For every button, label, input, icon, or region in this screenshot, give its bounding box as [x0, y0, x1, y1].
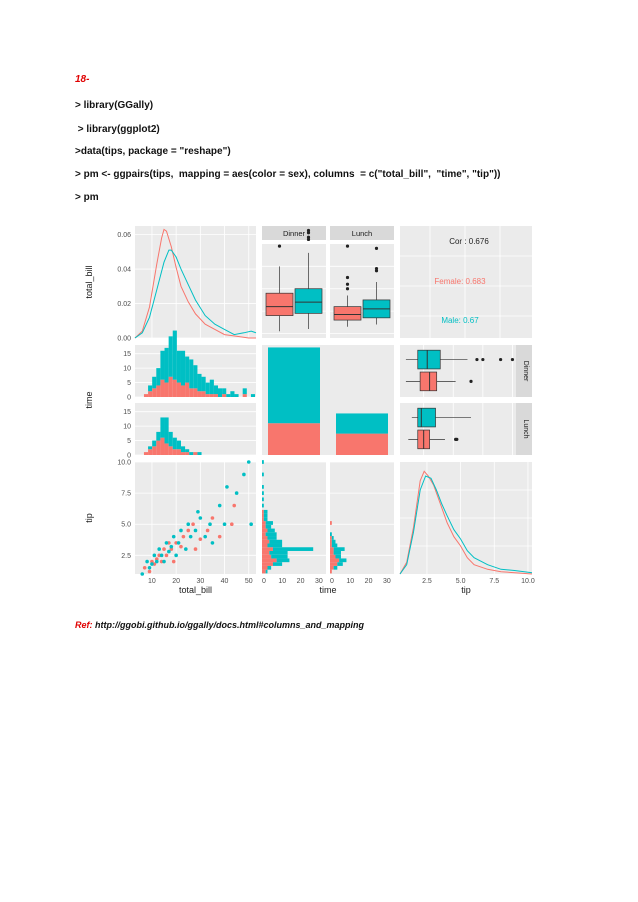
- scatter-point-male: [165, 541, 169, 545]
- hist-bar-male: [160, 417, 164, 437]
- scatter-point-male: [189, 535, 193, 539]
- scatter-point-female: [211, 516, 215, 520]
- hist-bar-male: [243, 388, 247, 394]
- x-label-tip: tip: [461, 585, 471, 595]
- hist-bar-male: [214, 385, 218, 394]
- tip-x-tick: 10.0: [521, 578, 535, 585]
- scatter-point-female: [194, 547, 198, 551]
- tip-hist-bar-female: [262, 547, 273, 551]
- tip-hist-bar-male: [334, 551, 341, 555]
- hist-bar-female: [210, 394, 214, 397]
- tip-hist-bar-female: [262, 540, 269, 544]
- scatter-point-female: [162, 547, 166, 551]
- tip-hist-bar-male: [269, 540, 282, 544]
- scatter-point-male: [170, 545, 174, 549]
- tip-hist-bar-male: [262, 473, 264, 477]
- density-total-bill-panel: [135, 226, 256, 338]
- tip-hist-bar-female: [262, 529, 267, 533]
- tip-hist-bar-female: [330, 558, 339, 562]
- tip-outlier: [469, 380, 472, 383]
- cor-female: Female: 0.683: [434, 277, 486, 286]
- hist-bar-male: [218, 388, 222, 397]
- outlier-point: [375, 267, 378, 270]
- time-hist-y-tick: 0: [127, 452, 131, 460]
- tip-hist-bar-female: [330, 540, 332, 544]
- hist-bar-male: [148, 385, 152, 391]
- hist-bar-female: [189, 388, 193, 397]
- hist-bar-male: [160, 351, 164, 380]
- hist-bar-male: [226, 394, 230, 397]
- tip-hist-bar-male: [335, 555, 340, 559]
- strip-lunch-label: Lunch: [351, 229, 373, 238]
- scatter-point-female: [165, 554, 169, 558]
- hist-bar-male: [177, 351, 181, 383]
- hist-bar-male: [173, 331, 177, 380]
- scatter-point-male: [203, 535, 207, 539]
- tip-hist-bar-female: [262, 536, 267, 540]
- hist-bar-male: [230, 391, 234, 397]
- total-bill-x-tick: 30: [196, 578, 205, 585]
- tip-hist-bar-male: [271, 555, 287, 559]
- cor-overall: Cor : 0.676: [449, 237, 489, 246]
- hist-bar-female: [148, 449, 152, 455]
- hist-bar-female: [169, 446, 173, 455]
- tip-y-tick: 10.0: [117, 459, 131, 467]
- time-hist-y-tick: 10: [123, 423, 131, 431]
- tip-hist-bar-male: [266, 525, 271, 529]
- scatter-point-female: [186, 529, 190, 533]
- scatter-point-male: [148, 566, 152, 570]
- scatter-point-male: [140, 572, 144, 576]
- hist-bar-male: [197, 452, 201, 455]
- tip-hist-bar-female: [330, 544, 332, 548]
- scatter-point-male: [249, 522, 253, 526]
- tip-hist-bar-female: [330, 555, 335, 559]
- hist-bar-female: [152, 446, 156, 455]
- tip-x-tick: 7.5: [489, 578, 500, 585]
- tip-hist-bar-male: [332, 540, 336, 544]
- tip-hist-bar-male: [273, 547, 313, 551]
- scatter-point-male: [174, 554, 178, 558]
- outlier-point: [346, 287, 349, 290]
- density-y-tick: 0.02: [117, 301, 131, 309]
- code-line-3: >data(tips, package = "reshape"): [75, 146, 231, 157]
- hist-bar-male: [169, 432, 173, 446]
- time-count-x-tick: 0: [262, 578, 266, 585]
- outlier-point: [346, 245, 349, 248]
- hist-bar-male: [181, 446, 185, 452]
- hist-bar-female: [144, 394, 148, 397]
- hist-bar-male: [189, 359, 193, 388]
- box-female: [334, 307, 361, 320]
- tip-hist-bar-male: [330, 532, 332, 536]
- tip-hist-bar-male: [332, 544, 337, 548]
- row-label-time: time: [84, 391, 94, 409]
- time-count-x-tick: 20: [296, 578, 305, 585]
- hist-bar-female: [222, 394, 226, 397]
- tip-hist-bar-female: [330, 521, 332, 525]
- scatter-point-male: [223, 522, 227, 526]
- hist-bar-male: [152, 441, 156, 447]
- tip-hist-bar-male: [277, 558, 290, 562]
- tip-hist-bar-male: [339, 558, 346, 562]
- tip-hist-bar-male: [264, 510, 268, 514]
- tip-box-strip-label-dinner: Dinner: [522, 360, 529, 382]
- scatter-point-male: [177, 541, 181, 545]
- hist-bar-male: [193, 365, 197, 388]
- scatter-point-male: [247, 460, 251, 464]
- tip-hist-bar-male: [334, 547, 345, 551]
- hist-bar-male: [181, 351, 185, 386]
- tip-hist-bar-female: [262, 555, 271, 559]
- tip-box-strip-label-lunch: Lunch: [522, 419, 529, 439]
- box-male: [295, 289, 322, 314]
- scatter-point-female: [172, 560, 176, 564]
- hist-bar-female: [185, 383, 189, 397]
- hist-bar-male: [169, 336, 173, 376]
- tip-hist-bar-female: [262, 510, 264, 514]
- tip-hist-bar-female: [330, 566, 334, 570]
- scatter-point-female: [179, 545, 183, 549]
- tip-outlier: [499, 358, 502, 361]
- hist-bar-female: [148, 391, 152, 397]
- hist-bar-female: [181, 385, 185, 397]
- hist-bar-male: [177, 441, 181, 450]
- scatter-point-female: [199, 537, 203, 541]
- tip-y-tick: 2.5: [121, 552, 131, 560]
- hist-bar-female: [197, 391, 201, 397]
- total-bill-x-tick: 20: [172, 578, 181, 585]
- tip-outlier: [511, 358, 514, 361]
- scatter-point-male: [225, 485, 229, 489]
- tip-outlier: [475, 358, 478, 361]
- hist-bar-male: [148, 446, 152, 449]
- tip-hist-bar-female: [262, 544, 267, 548]
- hist-bar-male: [234, 394, 238, 397]
- row-label-tip: tip: [84, 513, 94, 523]
- tip-hist-bar-male: [262, 491, 264, 495]
- scatter-point-male: [242, 473, 246, 477]
- time-count-x-tick: 0: [330, 578, 334, 585]
- section-number: 18-: [75, 74, 90, 85]
- scatter-point-male: [184, 547, 188, 551]
- hist-bar-female: [206, 394, 210, 397]
- tip-hist-bar-female: [262, 514, 264, 518]
- tip-hist-bar-male: [337, 562, 342, 566]
- reference-url[interactable]: http://ggobi.github.io/ggally/docs.html#columns_and_mapping: [92, 620, 364, 630]
- tip-y-tick: 5.0: [121, 521, 131, 529]
- tip-hist-bar-female: [330, 547, 334, 551]
- tip-hist-bar-male: [262, 497, 264, 501]
- tip-box-panel-dinner: [400, 345, 516, 397]
- hist-bar-female: [160, 380, 164, 397]
- tip-box: [418, 408, 436, 427]
- tip-outlier: [455, 438, 458, 441]
- hist-bar-male: [222, 388, 226, 394]
- scatter-point-male: [167, 550, 171, 554]
- scatter-point-female: [182, 535, 186, 539]
- scatter-point-male: [196, 510, 200, 514]
- scatter-point-male: [153, 554, 157, 558]
- scatter-point-male: [208, 522, 212, 526]
- scatter-point-female: [232, 504, 236, 508]
- tip-hist-bar-male: [269, 551, 287, 555]
- hist-bar-male: [152, 377, 156, 389]
- hist-bar-male: [251, 394, 255, 397]
- hist-bar-female: [193, 388, 197, 397]
- scatter-point-male: [199, 516, 203, 520]
- hist-bar-male: [156, 368, 160, 385]
- tip-hist-bar-female: [262, 570, 266, 574]
- hist-bar-male: [156, 432, 160, 441]
- hist-bar-male: [202, 377, 206, 391]
- tip-hist-bar-female: [262, 532, 266, 536]
- time-count-x-tick: 10: [346, 578, 355, 585]
- hist-bar-male: [173, 438, 177, 450]
- tip-outlier: [481, 358, 484, 361]
- hist-bar-female: [185, 452, 189, 455]
- tip-hist-bar-female: [262, 562, 273, 566]
- tip-box: [418, 350, 440, 369]
- box-female: [266, 293, 293, 315]
- scatter-point-female: [206, 529, 210, 533]
- tip-hist-bar-male: [266, 532, 277, 536]
- time-hist-y-tick: 5: [127, 380, 131, 388]
- time-hist-y-tick: 5: [127, 438, 131, 446]
- reference: [75, 620, 364, 630]
- total-bill-x-tick: 10: [148, 578, 156, 585]
- hist-bar-female: [173, 449, 177, 455]
- tip-hist-bar-female: [262, 517, 264, 521]
- hist-bar-female: [177, 449, 181, 455]
- tip-x-tick: 5.0: [455, 578, 466, 585]
- scatter-point-female: [148, 570, 152, 574]
- time-hist-y-tick: 15: [123, 351, 131, 359]
- tip-hist-bar-male: [262, 504, 264, 508]
- tip-hist-bar-male: [267, 566, 271, 570]
- reference-label: Ref:: [75, 620, 93, 630]
- scatter-point-male: [179, 529, 183, 533]
- scatter-point-female: [143, 566, 147, 570]
- scatter-point-male: [235, 491, 239, 495]
- density-y-tick: 0.04: [117, 266, 131, 274]
- scatter-point-male: [160, 554, 164, 558]
- outlier-point: [278, 245, 281, 248]
- scatter-point-female: [218, 535, 222, 539]
- hist-bar-female: [214, 394, 218, 397]
- scatter-point-male: [218, 504, 222, 508]
- hist-bar-female: [169, 377, 173, 397]
- density-y-tick: 0.06: [117, 232, 131, 240]
- hist-bar-female: [152, 388, 156, 397]
- tip-hist-bar-male: [267, 529, 274, 533]
- tip-hist-bar-female: [262, 525, 266, 529]
- scatter-point-male: [162, 560, 166, 564]
- hist-bar-female: [156, 385, 160, 397]
- tip-hist-bar-female: [330, 536, 332, 540]
- hist-bar-female: [156, 441, 160, 455]
- code-line-1: > library(GGally): [75, 100, 154, 111]
- time-count-x-tick: 20: [364, 578, 373, 585]
- hist-bar-female: [165, 383, 169, 397]
- scatter-point-female: [230, 522, 234, 526]
- hist-bar-male: [206, 383, 210, 395]
- stacked-bar-female-lunch: [336, 434, 388, 455]
- stacked-bar-male-dinner: [268, 347, 320, 423]
- hist-bar-male: [185, 357, 189, 383]
- time-count-x-tick: 30: [314, 578, 323, 585]
- time-hist-y-tick: 15: [123, 409, 131, 417]
- tip-hist-bar-male: [262, 485, 264, 489]
- scatter-point-male: [155, 560, 159, 564]
- outlier-point: [375, 247, 378, 250]
- scatter-point-male: [150, 562, 154, 566]
- tip-hist-bar-male: [334, 566, 338, 570]
- tip-hist-bar-female: [330, 562, 337, 566]
- tip-hist-bar-male: [266, 570, 268, 574]
- x-label-time: time: [319, 585, 337, 595]
- hist-bar-male: [165, 348, 169, 383]
- code-line-5: > pm: [75, 192, 99, 203]
- strip-dinner-label: Dinner: [282, 229, 306, 238]
- density-y-tick: 0.00: [117, 335, 131, 343]
- tip-hist-bar-male: [264, 517, 268, 521]
- tip-hist-bar-male: [267, 536, 276, 540]
- time-count-x-tick: 30: [382, 578, 391, 585]
- hist-bar-female: [173, 380, 177, 397]
- hist-bar-female: [165, 443, 169, 455]
- scatter-point-male: [157, 547, 161, 551]
- scatter-point-female: [191, 522, 195, 526]
- outlier-point: [307, 236, 310, 239]
- outlier-point: [346, 276, 349, 279]
- hist-bar-male: [189, 452, 193, 455]
- total-bill-x-tick: 50: [244, 578, 253, 585]
- scatter-point-male: [211, 541, 215, 545]
- tip-x-tick: 2.5: [422, 578, 432, 585]
- tip-hist-bar-male: [264, 514, 268, 518]
- stacked-bar-male-lunch: [336, 413, 388, 433]
- boxplot-panel-lunch: [330, 244, 394, 338]
- tip-hist-bar-female: [262, 558, 277, 562]
- x-label-total-bill: total_bill: [178, 585, 213, 595]
- scatter-point-male: [172, 535, 176, 539]
- time-hist-y-tick: 10: [123, 365, 131, 373]
- tip-hist-bar-male: [273, 562, 282, 566]
- scatter-point-male: [186, 522, 190, 526]
- tip-hist-bar-female: [330, 551, 334, 555]
- hist-bar-female: [160, 438, 164, 455]
- code-line-2: > library(ggplot2): [75, 124, 160, 135]
- hist-bar-male: [197, 374, 201, 391]
- tip-hist-bar-male: [262, 460, 264, 464]
- outlier-point: [346, 283, 349, 286]
- tip-hist-bar-female: [262, 521, 266, 525]
- tip-hist-bar-female: [262, 566, 267, 570]
- hist-bar-male: [165, 417, 169, 443]
- hist-bar-female: [193, 452, 197, 455]
- hist-bar-female: [144, 452, 148, 455]
- scatter-panel: [135, 462, 256, 574]
- stacked-bar-female-dinner: [268, 423, 320, 455]
- outlier-point: [307, 229, 310, 232]
- hist-bar-female: [181, 452, 185, 455]
- tip-hist-bar-male: [266, 521, 273, 525]
- cor-male: Male: 0.67: [441, 316, 479, 325]
- time-count-x-tick: 10: [278, 578, 287, 585]
- scatter-point-male: [194, 529, 198, 533]
- ggpairs-figure: [78, 222, 553, 604]
- time-hist-y-tick: 0: [127, 394, 131, 402]
- total-bill-x-tick: 40: [220, 578, 229, 585]
- row-label-total-bill: total_bill: [84, 265, 94, 299]
- code-line-4: > pm <- ggpairs(tips, mapping = aes(color = sex), columns = c("total_bill", "time", "tip")): [75, 169, 501, 180]
- hist-bar-female: [243, 394, 247, 397]
- tip-hist-bar-male: [332, 536, 334, 540]
- hist-bar-male: [210, 380, 214, 394]
- hist-bar-female: [177, 383, 181, 397]
- hist-bar-male: [185, 449, 189, 452]
- tip-y-tick: 7.5: [121, 490, 131, 498]
- tip-box-panel-lunch: [400, 403, 516, 455]
- tip-hist-bar-female: [330, 570, 332, 574]
- tip-hist-bar-female: [262, 551, 269, 555]
- scatter-point-male: [145, 560, 149, 564]
- tip-hist-bar-male: [267, 544, 282, 548]
- hist-bar-female: [202, 391, 206, 397]
- tip-box: [420, 372, 437, 391]
